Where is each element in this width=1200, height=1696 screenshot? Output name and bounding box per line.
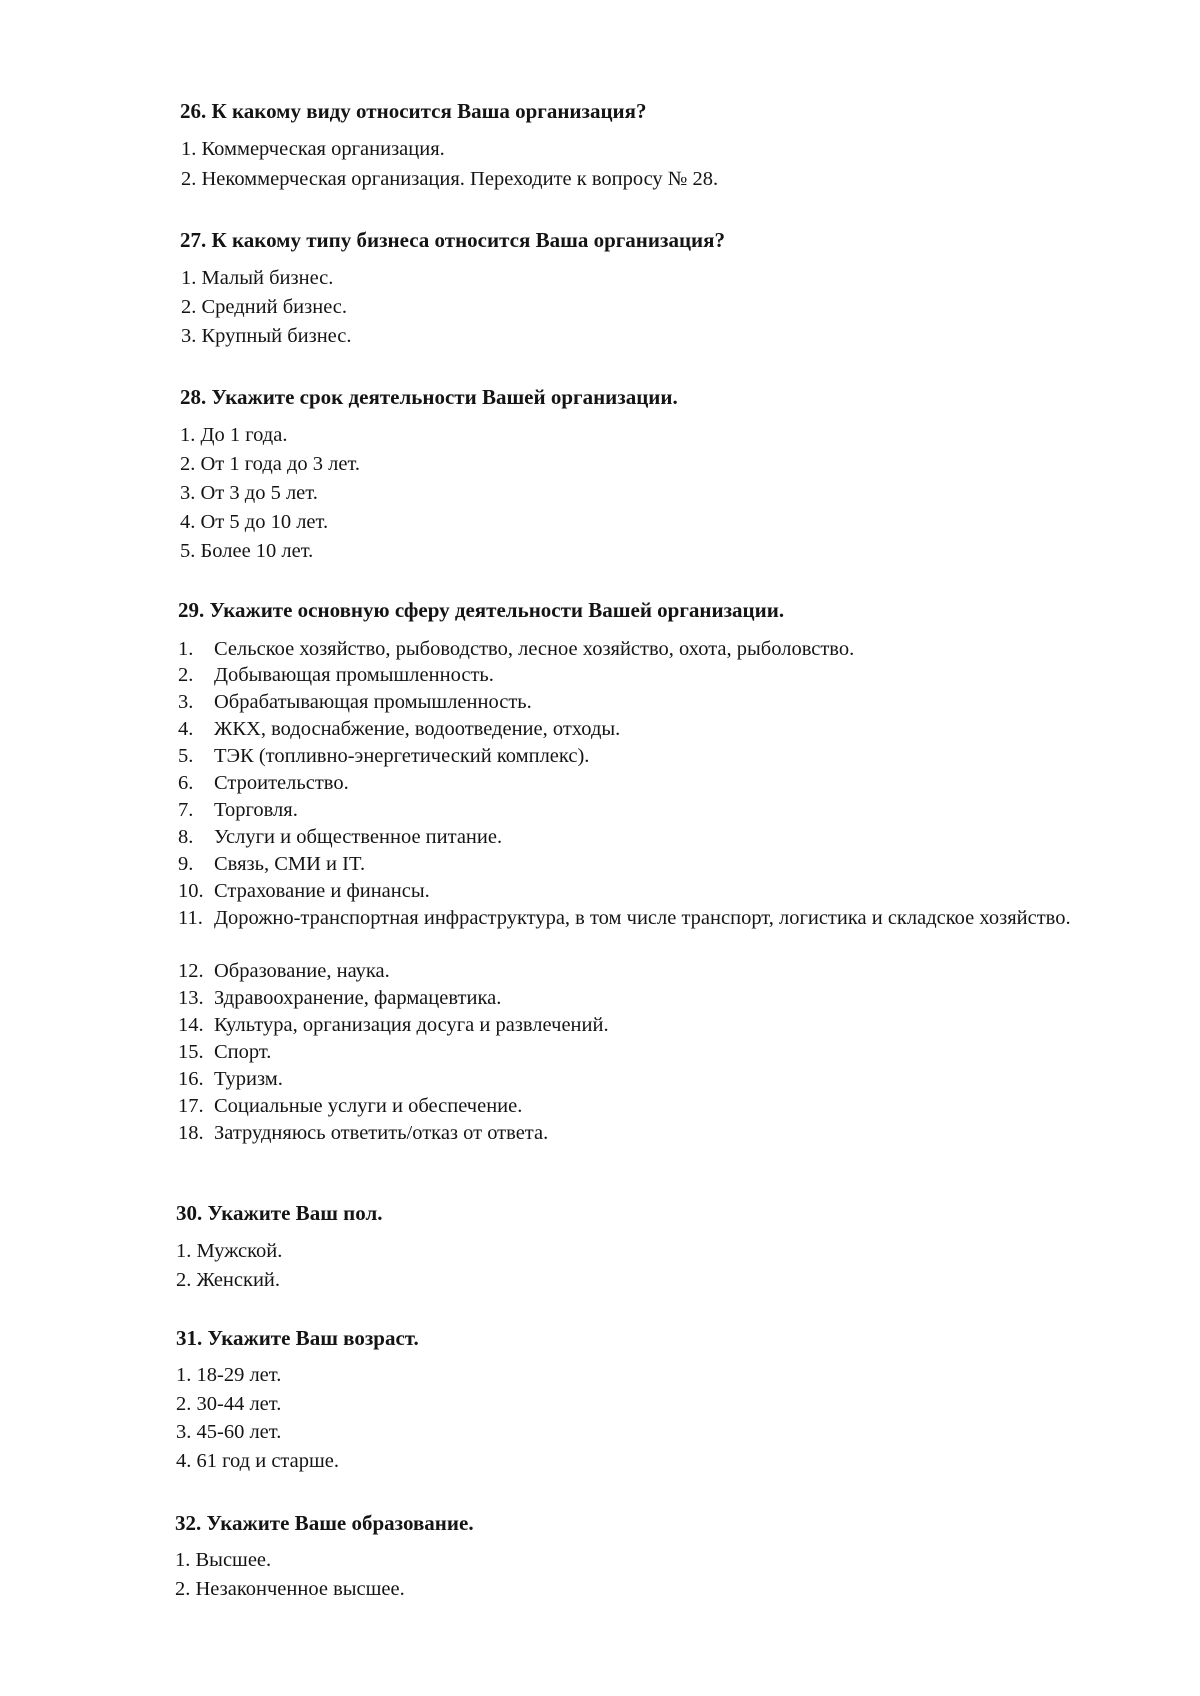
question-29-option-8: 8. Услуги и общественное питание.: [178, 826, 503, 848]
question-30-title: 30. Укажите Ваш пол.: [176, 1201, 383, 1225]
question-29-title: 29. Укажите основную сферу деятельности Вашей организации.: [178, 598, 785, 622]
question-30-option-2: 2. Женский.: [176, 1269, 281, 1291]
question-29-option-2: 2. Добывающая промышленность.: [178, 664, 494, 686]
question-29-option-1: 1. Сельское хозяйство, рыбоводство, лесное хозяйство, охота, рыболовство.: [178, 638, 855, 660]
question-26-option-1: 1. Коммерческая организация.: [181, 138, 445, 160]
question-28-title: 28. Укажите срок деятельности Вашей организации.: [180, 385, 678, 409]
question-31-option-3: 3. 45-60 лет.: [176, 1421, 282, 1443]
question-28-option-2: 2. От 1 года до 3 лет.: [180, 453, 361, 475]
question-29-option-16: 16. Туризм.: [178, 1068, 283, 1090]
question-29-option-13: 13. Здравоохранение, фармацевтика.: [178, 987, 502, 1009]
question-28-option-3: 3. От 3 до 5 лет.: [180, 482, 318, 504]
question-27-option-3: 3. Крупный бизнес.: [181, 325, 352, 347]
question-28-option-5: 5. Более 10 лет.: [180, 540, 314, 562]
question-28-option-1: 1. До 1 года.: [180, 424, 288, 446]
question-29-option-12: 12. Образование, наука.: [178, 960, 390, 982]
question-29-option-11: 11. Дорожно-транспортная инфраструктура, в том числе транспорт, логистика и складское хозяйство.: [178, 907, 1071, 929]
question-32-option-1: 1. Высшее.: [175, 1549, 272, 1571]
question-30-option-1: 1. Мужской.: [176, 1240, 283, 1262]
question-31-title: 31. Укажите Ваш возраст.: [176, 1326, 419, 1350]
question-31-option-4: 4. 61 год и старше.: [176, 1450, 339, 1472]
question-27-title: 27. К какому типу бизнеса относится Ваша организация?: [180, 228, 726, 252]
question-29-option-15: 15. Спорт.: [178, 1041, 272, 1063]
question-29-option-14: 14. Культура, организация досуга и развлечений.: [178, 1014, 609, 1036]
question-31-option-1: 1. 18-29 лет.: [176, 1364, 282, 1386]
question-26-option-2: 2. Некоммерческая организация. Переходите к вопросу № 28.: [181, 168, 719, 190]
question-29-option-17: 17. Социальные услуги и обеспечение.: [178, 1095, 523, 1117]
question-27-option-1: 1. Малый бизнес.: [181, 267, 334, 289]
question-32-option-2: 2. Незаконченное высшее.: [175, 1578, 405, 1600]
question-28-option-4: 4. От 5 до 10 лет.: [180, 511, 329, 533]
question-29-option-4: 4. ЖКХ, водоснабжение, водоотведение, отходы.: [178, 718, 621, 740]
question-29-option-9: 9. Связь, СМИ и IT.: [178, 853, 366, 875]
question-32-title: 32. Укажите Ваше образование.: [175, 1511, 474, 1535]
question-29-option-18: 18. Затрудняюсь ответить/отказ от ответа.: [178, 1122, 549, 1144]
question-31-option-2: 2. 30-44 лет.: [176, 1393, 282, 1415]
question-29-option-7: 7. Торговля.: [178, 799, 298, 821]
question-26-title: 26. К какому виду относится Ваша организация?: [180, 99, 647, 123]
question-29-option-10: 10. Страхование и финансы.: [178, 880, 430, 902]
question-29-option-6: 6. Строительство.: [178, 772, 349, 794]
question-29-option-3: 3. Обрабатывающая промышленность.: [178, 691, 532, 713]
question-29-option-5: 5. ТЭК (топливно-энергетический комплекс).: [178, 745, 590, 767]
question-27-option-2: 2. Средний бизнес.: [181, 296, 348, 318]
